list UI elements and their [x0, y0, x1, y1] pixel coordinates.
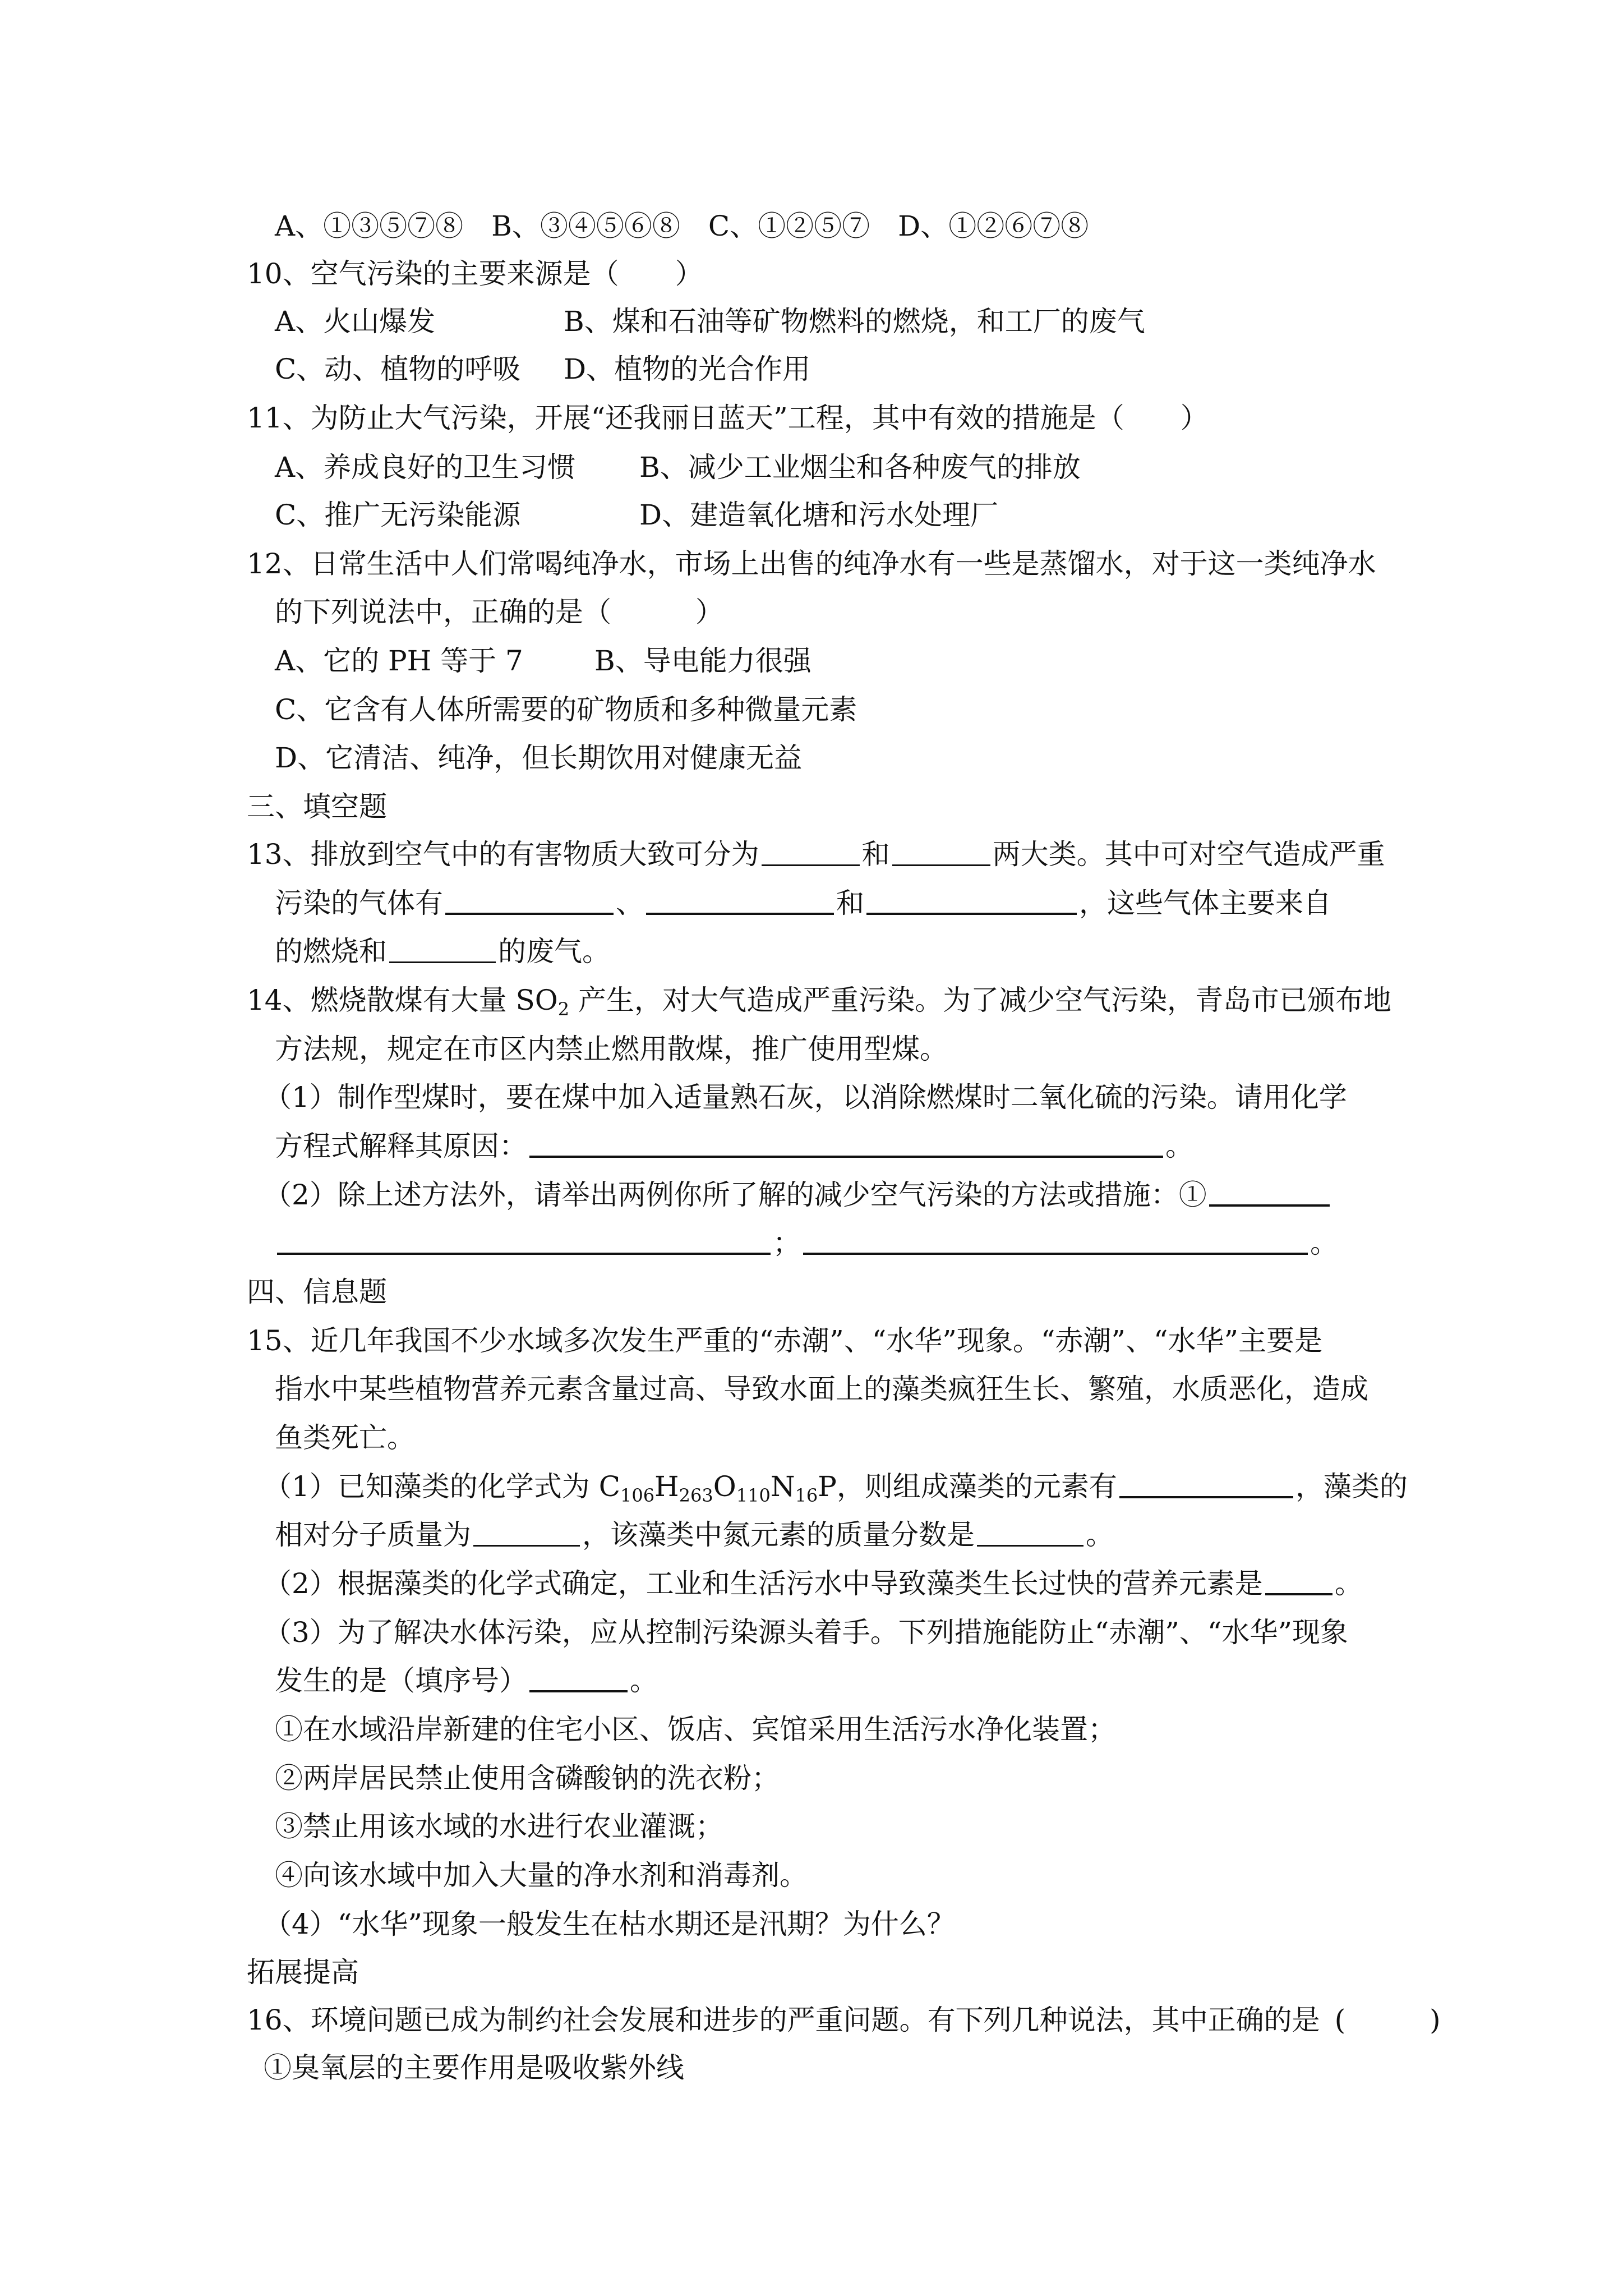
q12-option-a: A、它的 PH 等于 7: [275, 645, 523, 677]
q10-option-a: A、火山爆发: [275, 305, 436, 338]
q13-text: 两大类。其中可对空气造成严重: [992, 838, 1385, 871]
q13-blank-3[interactable]: [445, 887, 614, 915]
q10-option-c: C、动、植物的呼吸: [275, 353, 521, 385]
q15-line2: 指水中某些植物营养元素含量过高、导致水面上的藻类疯狂生长、繁殖，水质恶化，造成: [275, 1373, 1368, 1405]
q15-line1: 15、近几年我国不少水域多次发生严重的“赤潮”、“水华”现象。“赤潮”、“水华”主要是: [247, 1324, 1323, 1357]
q13-text: 13、排放到空气中的有害物质大致可分为: [247, 838, 759, 871]
q15-text: H: [654, 1470, 679, 1503]
q15-part1-line2: [275, 1516, 1114, 1553]
q15-measure-4: ④向该水域中加入大量的净水剂和消毒剂。: [275, 1859, 808, 1892]
q15-text: 。: [1086, 1519, 1114, 1551]
q9-option-c: C、①②⑤⑦: [708, 210, 870, 242]
q16-option-1: ①臭氧层的主要作用是吸收紫外线: [264, 2051, 684, 2084]
q15-part3-line1: （3）为了解决水体污染，应从控制污染源头着手。下列措施能防止“赤潮”、“水华”现象: [264, 1616, 1349, 1649]
section-information-title: 四、信息题: [247, 1276, 387, 1308]
q14-text: 14、燃烧散煤有大量 SO: [247, 984, 558, 1016]
q13-line2: [275, 885, 1331, 922]
q13-line1: [247, 836, 1385, 873]
q15-line3: 鱼类死亡。: [275, 1421, 415, 1454]
extension-title: 拓展提高: [247, 1956, 359, 1989]
q9-option-d: D、①②⑥⑦⑧: [898, 210, 1089, 242]
q14-text: 方程式解释其原因：: [275, 1130, 527, 1162]
q15-text: N: [770, 1470, 795, 1503]
q15-text: 相对分子质量为: [275, 1519, 471, 1551]
q15-measure-2: ②两岸居民禁止使用含磷酸钠的洗衣粉；: [275, 1762, 780, 1795]
q15-measure-blank[interactable]: [529, 1664, 628, 1692]
q13-blank-6[interactable]: [389, 936, 496, 963]
q15-fraction-blank[interactable]: [977, 1519, 1083, 1547]
q12-stem-line1: 12、日常生活中人们常喝纯净水，市场上出售的纯净水有一些是蒸馏水，对于这一类纯净水: [247, 547, 1376, 580]
q14-text: 。: [1165, 1130, 1193, 1162]
q15-text: 。: [1334, 1567, 1363, 1600]
q9-options: [275, 208, 1089, 245]
q13-text: 和: [836, 887, 864, 919]
q15-elements-blank[interactable]: [1119, 1470, 1293, 1498]
q13-text: ，这些气体主要来自: [1079, 887, 1331, 919]
q14-line1: [247, 982, 1391, 1019]
q15-text: P，则组成藻类的元素有: [818, 1470, 1117, 1503]
q9-option-a: A、①③⑤⑦⑧: [275, 210, 464, 242]
q13-blank-4[interactable]: [646, 887, 834, 915]
q13-blank-2[interactable]: [892, 839, 990, 866]
q15-part1-line1: [264, 1468, 1408, 1505]
q11-option-d: D、建造氧化塘和污水处理厂: [639, 499, 999, 531]
q11-stem: 11、为防止大气污染，开展“还我丽日蓝天”工程，其中有效的措施是（ ）: [247, 402, 1209, 434]
q15-text: O: [713, 1470, 736, 1503]
q11-option-b: B、减少工业烟尘和各种废气的排放: [639, 451, 1081, 484]
q16-text: 16、环境问题已成为制约社会发展和进步的严重问题。有下列几种说法，其中正确的是: [247, 2004, 1320, 2036]
q13-text: 、: [616, 887, 644, 919]
q14-text: 。: [1310, 1227, 1338, 1259]
q15-text: 发生的是（填序号）: [275, 1664, 527, 1697]
q15-text: 。: [630, 1664, 658, 1697]
q15-nutrient-blank[interactable]: [1265, 1567, 1332, 1595]
q16-stem: [247, 2001, 1441, 2039]
q14-subscript: 2: [557, 999, 570, 1020]
q13-line3: [275, 933, 610, 970]
q11-option-c: C、推广无污染能源: [275, 499, 521, 531]
q14-method-blank-2[interactable]: [803, 1227, 1308, 1255]
q15-text: ，藻类的: [1295, 1470, 1408, 1503]
q15-measure-1: ①在水域沿岸新建的住宅小区、饭店、宾馆采用生活污水净化装置；: [275, 1713, 1116, 1746]
q15-text: ，该藻类中氮元素的质量分数是: [582, 1519, 975, 1551]
q11-option-a: A、养成良好的卫生习惯: [275, 451, 576, 484]
q14-equation-blank[interactable]: [529, 1130, 1163, 1158]
q13-text: 和: [861, 838, 890, 871]
q14-text: （2）除上述方法外，请举出两例你所了解的减少空气污染的方法或措施：①: [264, 1179, 1207, 1211]
q13-text: 的废气。: [498, 935, 610, 968]
q15-part2: [264, 1565, 1363, 1602]
q12-option-c: C、它含有人体所需要的矿物质和多种微量元素: [275, 693, 857, 726]
q15-measure-3: ③禁止用该水域的水进行农业灌溉；: [275, 1810, 723, 1843]
q14-part1-line1: （1）制作型煤时，要在煤中加入适量熟石灰，以消除燃煤时二氧化硫的污染。请用化学: [264, 1081, 1347, 1114]
q14-text: ；: [773, 1227, 801, 1259]
q14-part2-line1: [264, 1176, 1332, 1213]
q14-method-blank-1b[interactable]: [277, 1227, 771, 1255]
q13-blank-1[interactable]: [762, 839, 860, 866]
q14-part1-line2: [275, 1128, 1193, 1165]
q15-subscript: 16: [795, 1485, 818, 1506]
q12-option-b: B、导电能力很强: [594, 645, 811, 677]
q9-option-b: B、③④⑤⑥⑧: [491, 210, 680, 242]
q10-stem: 10、空气污染的主要来源是（ ）: [247, 257, 703, 290]
q15-part3-line2: [275, 1662, 658, 1699]
q12-option-d: D、它清洁、纯净，但长期饮用对健康无益: [275, 742, 803, 774]
q14-method-blank-1a[interactable]: [1209, 1179, 1330, 1207]
q13-text: 的燃烧和: [275, 935, 387, 968]
section-fill-in-title: 三、填空题: [247, 790, 387, 823]
q16-answer-paren: ( ): [1334, 2004, 1441, 2036]
q13-text: 污染的气体有: [275, 887, 443, 919]
q15-subscript: 106: [620, 1485, 655, 1506]
q15-subscript: 110: [736, 1485, 771, 1506]
q12-stem-line2: 的下列说法中，正确的是（ ）: [275, 596, 723, 628]
q13-blank-5[interactable]: [866, 887, 1077, 915]
q10-option-b: B、煤和石油等矿物燃料的燃烧，和工厂的废气: [564, 305, 1145, 338]
q14-line2: 方法规，规定在市区内禁止燃用散煤，推广使用型煤。: [275, 1033, 948, 1065]
q15-subscript: 263: [679, 1485, 713, 1506]
q15-text: （2）根据藻类的化学式确定，工业和生活污水中导致藻类生长过快的营养元素是: [264, 1567, 1263, 1600]
q15-part4: （4）“水华”现象一般发生在枯水期还是汛期？为什么？: [264, 1908, 955, 1940]
q10-option-d: D、植物的光合作用: [564, 353, 811, 385]
q15-mass-blank[interactable]: [473, 1519, 580, 1547]
q14-text: 产生，对大气造成严重污染。为了减少空气污染，青岛市已颁布地: [569, 984, 1392, 1016]
q14-part2-line2: [275, 1225, 1338, 1262]
q15-text: （1）已知藻类的化学式为 C: [264, 1470, 620, 1503]
